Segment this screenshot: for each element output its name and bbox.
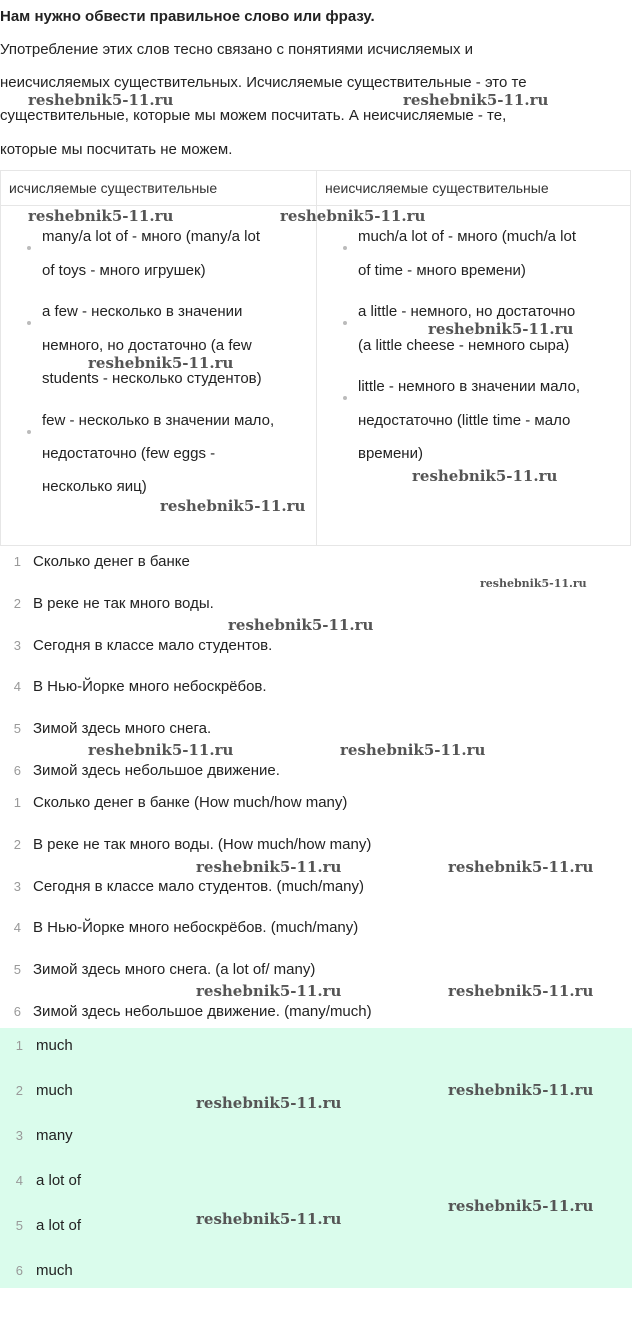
watermark: reshebnik5-11.ru	[28, 207, 174, 225]
watermark: reshebnik5-11.ru	[196, 1094, 342, 1112]
intro-line: Употребление этих слов тесно связано с понятиями исчисляемых и	[0, 41, 474, 58]
answer-panel	[0, 1028, 632, 1288]
countable-cell	[1, 206, 317, 546]
bullet-text: несколько яиц)	[42, 478, 147, 495]
bullet-text: few - несколько в значении мало,	[42, 412, 275, 429]
uncountable-cell	[317, 206, 631, 546]
watermark: reshebnik5-11.ru	[428, 320, 574, 338]
watermark: reshebnik5-11.ru	[448, 1197, 594, 1215]
item-number: 5	[13, 721, 21, 736]
item-number: 1	[13, 795, 21, 810]
item-text: a lot of	[36, 1172, 82, 1189]
bullet-text: little - немного в значении мало,	[358, 378, 580, 395]
bullet-text: of toys - много игрушек)	[42, 262, 206, 279]
item-number: 3	[13, 638, 21, 653]
intro-line: неисчисляемых существительных. Исчисляемые существительные - это те	[0, 74, 527, 91]
item-number: 6	[13, 1004, 21, 1019]
item-text: Зимой здесь небольшое движение. (many/much)	[33, 1003, 372, 1020]
item-text: Зимой здесь много снега. (a lot of/ many)	[33, 961, 316, 978]
item-text: a lot of	[36, 1217, 82, 1234]
watermark: reshebnik5-11.ru	[88, 741, 234, 759]
item-text: much	[36, 1262, 73, 1279]
item-number: 6	[13, 763, 21, 778]
bullet-text: many/a lot of - много (many/a lot	[42, 228, 260, 245]
item-number: 2	[15, 1083, 23, 1098]
watermark: reshebnik5-11.ru	[403, 91, 549, 109]
bullet-text: of time - много времени)	[358, 262, 526, 279]
watermark: reshebnik5-11.ru	[340, 741, 486, 759]
item-number: 2	[13, 596, 21, 611]
item-text: Сегодня в классе мало студентов.	[33, 637, 273, 654]
item-text: Зимой здесь много снега.	[33, 720, 212, 737]
item-text: В Нью-Йорке много небоскрёбов.	[33, 678, 267, 695]
bullet-text: a few - несколько в значении	[42, 303, 243, 320]
item-number: 4	[13, 679, 21, 694]
item-text: much	[36, 1082, 73, 1099]
item-number: 5	[15, 1218, 23, 1233]
intro-line: существительные, которые мы можем посчитать. А неисчисляемые - те,	[0, 107, 507, 124]
item-number: 3	[13, 879, 21, 894]
watermark: reshebnik5-11.ru	[88, 354, 234, 372]
item-text: Сколько денег в банке (How much/how many)	[33, 794, 348, 811]
item-text: many	[36, 1127, 73, 1144]
item-text: Зимой здесь небольшое движение.	[33, 762, 280, 779]
watermark: reshebnik5-11.ru	[448, 982, 594, 1000]
bullet-text: немного, но достаточно (a few	[42, 337, 252, 354]
item-number: 4	[13, 920, 21, 935]
watermark: reshebnik5-11.ru	[196, 1210, 342, 1228]
bullet-dot-icon	[27, 430, 31, 434]
item-number: 1	[15, 1038, 23, 1053]
bullet-dot-icon	[343, 321, 347, 325]
left-bullet-list	[1, 206, 316, 545]
item-text: В реке не так много воды. (How much/how many)	[33, 836, 372, 853]
item-number: 6	[15, 1263, 23, 1278]
watermark: reshebnik5-11.ru	[196, 982, 342, 1000]
bullet-text: much/a lot of - много (much/a lot	[358, 228, 576, 245]
item-text: В реке не так много воды.	[33, 595, 214, 612]
task-title: Нам нужно обвести правильное слово или фразу.	[0, 8, 375, 25]
bullet-text: недостаточно (few eggs -	[42, 445, 216, 462]
item-text: В Нью-Йорке много небоскрёбов. (much/many)	[33, 919, 359, 936]
watermark: reshebnik5-11.ru	[228, 616, 374, 634]
watermark: reshebnik5-11.ru	[160, 497, 306, 515]
item-number: 3	[15, 1128, 23, 1143]
bullet-dot-icon	[27, 246, 31, 250]
bullet-text: времени)	[358, 445, 423, 462]
item-text: Сколько денег в банке	[33, 553, 190, 570]
bullet-text: a little - немного, но достаточно	[358, 303, 576, 320]
item-text: much	[36, 1037, 73, 1054]
watermark: reshebnik5-11.ru	[480, 577, 587, 590]
bullet-text: (a little cheese - немного сыра)	[358, 337, 570, 354]
watermark: reshebnik5-11.ru	[448, 858, 594, 876]
bullet-dot-icon	[343, 246, 347, 250]
item-number: 4	[15, 1173, 23, 1188]
right-bullet-list	[317, 206, 630, 545]
bullet-dot-icon	[27, 321, 31, 325]
watermark: reshebnik5-11.ru	[280, 207, 426, 225]
bullet-text: недостаточно (little time - мало	[358, 412, 571, 429]
bullet-dot-icon	[343, 396, 347, 400]
intro-line: которые мы посчитать не можем.	[0, 141, 233, 158]
bullet-text: students - несколько студентов)	[42, 370, 262, 387]
watermark: reshebnik5-11.ru	[448, 1081, 594, 1099]
header-uncountable: неисчисляемые существительные	[317, 171, 631, 206]
item-number: 1	[13, 554, 21, 569]
watermark: reshebnik5-11.ru	[28, 91, 174, 109]
item-number: 2	[13, 837, 21, 852]
header-countable: исчисляемые существительные	[1, 171, 317, 206]
item-number: 5	[13, 962, 21, 977]
item-text: Сегодня в классе мало студентов. (much/many)	[33, 878, 364, 895]
watermark: reshebnik5-11.ru	[412, 467, 558, 485]
watermark: reshebnik5-11.ru	[196, 858, 342, 876]
